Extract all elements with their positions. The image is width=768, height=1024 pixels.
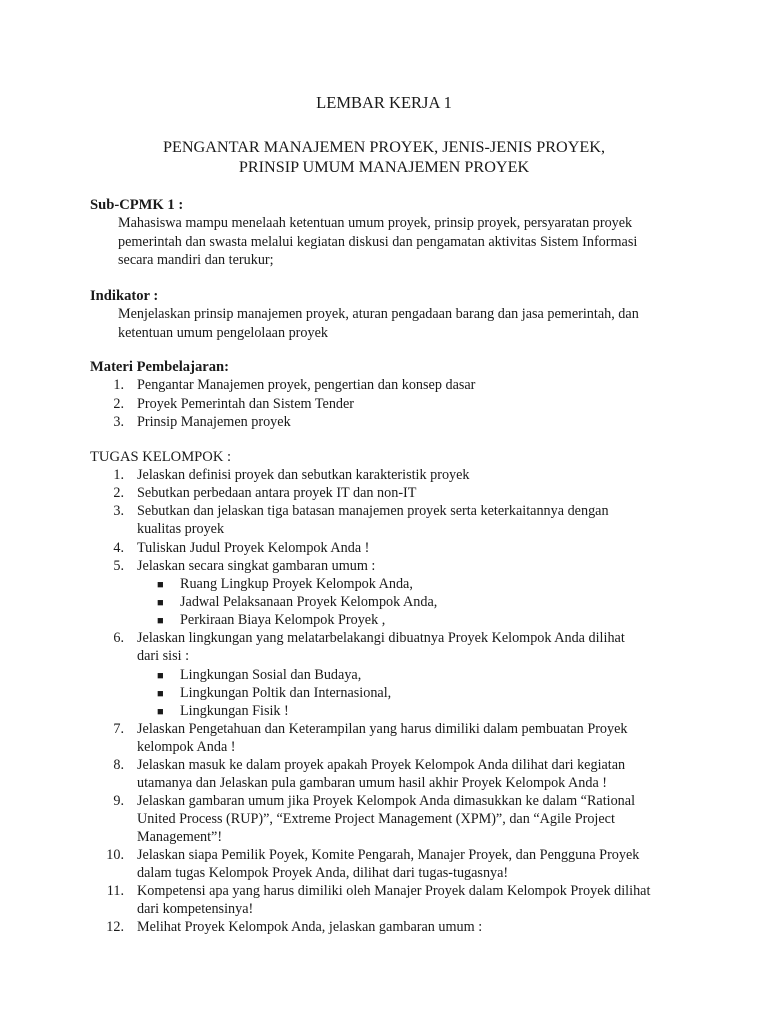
- materi-heading: Materi Pembelajaran:: [90, 359, 229, 375]
- sub-cpmk-text-line: secara mandiri dan terukur;: [118, 252, 274, 268]
- list-number: 3.: [113, 414, 124, 430]
- list-number: 4.: [113, 540, 124, 556]
- page-subtitle-line-2: PRINSIP UMUM MANAJEMEN PROYEK: [238, 158, 530, 176]
- indikator-heading: Indikator :: [90, 288, 159, 304]
- sub-bullet-item: Ruang Lingkup Proyek Kelompok Anda,: [180, 576, 413, 592]
- indikator-text-line: ketentuan umum pengelolaan proyek: [118, 325, 328, 341]
- tugas-item-line: utamanya dan Jelaskan pula gambaran umum hasil akhir Proyek Kelompok Anda !: [137, 775, 608, 791]
- sub-bullet-item: Perkiraan Biaya Kelompok Proyek ,: [180, 612, 386, 628]
- page-subtitle-line-1: PENGANTAR MANAJEMEN PROYEK, JENIS-JENIS PROYEK,: [162, 138, 606, 156]
- tugas-item-line: dari kompetensinya!: [137, 901, 254, 917]
- indikator-text-line: Menjelaskan prinsip manajemen proyek, aturan pengadaan barang dan jasa pemerintah, dan: [118, 306, 639, 322]
- list-number: 2.: [113, 485, 124, 501]
- tugas-item-line: Jelaskan siapa Pemilik Poyek, Komite Pengarah, Manajer Proyek, dan Pengguna Proyek: [137, 847, 640, 863]
- list-number: 3.: [113, 503, 124, 519]
- square-bullet-icon: ■: [157, 706, 164, 718]
- tugas-item-line: Jelaskan lingkungan yang melatarbelakangi dibuatnya Proyek Kelompok Anda dilihat: [137, 630, 625, 646]
- tugas-heading: TUGAS KELOMPOK :: [90, 449, 232, 465]
- square-bullet-icon: ■: [157, 579, 164, 591]
- sub-bullet-item: Lingkungan Poltik dan Internasional,: [180, 685, 392, 701]
- sub-bullet-item: Lingkungan Fisik !: [180, 703, 289, 719]
- tugas-item-line: Sebutkan perbedaan antara proyek IT dan non-IT: [137, 485, 417, 501]
- tugas-item-line: Jelaskan Pengetahuan dan Keterampilan yang harus dimiliki dalam pembuatan Proyek: [137, 721, 628, 737]
- list-number: 1.: [113, 467, 124, 483]
- square-bullet-icon: ■: [157, 688, 164, 700]
- square-bullet-icon: ■: [157, 597, 164, 609]
- list-number: 10.: [106, 847, 124, 863]
- tugas-item-line: Jelaskan secara singkat gambaran umum :: [137, 558, 376, 574]
- tugas-item-line: dari sisi :: [137, 648, 190, 664]
- tugas-item-line: Kompetensi apa yang harus dimiliki oleh Manajer Proyek dalam Kelompok Proyek dilihat: [137, 883, 651, 899]
- sub-cpmk-text-line: Mahasiswa mampu menelaah ketentuan umum proyek, prinsip proyek, persyaratan proyek: [118, 215, 633, 231]
- list-number: 11.: [106, 883, 124, 899]
- tugas-item-line: kualitas proyek: [137, 521, 225, 537]
- tugas-item-line: Tuliskan Judul Proyek Kelompok Anda !: [137, 540, 370, 556]
- tugas-item-line: dalam tugas Kelompok Proyek Anda, dilihat dari tugas-tugasnya!: [137, 865, 509, 881]
- tugas-item-line: Jelaskan gambaran umum jika Proyek Kelompok Anda dimasukkan ke dalam “Rational: [137, 793, 636, 809]
- page-title: LEMBAR KERJA 1: [316, 93, 452, 112]
- materi-item: Prinsip Manajemen proyek: [137, 414, 291, 430]
- tugas-item-line: Sebutkan dan jelaskan tiga batasan manajemen proyek serta keterkaitannya dengan: [137, 503, 609, 519]
- tugas-item-line: United Process (RUP)”, “Extreme Project Management (XPM)”, dan “Agile Project: [137, 811, 615, 827]
- list-number: 1.: [113, 377, 124, 393]
- sub-cpmk-heading: Sub-CPMK 1 :: [90, 197, 184, 213]
- tugas-item-line: Jelaskan masuk ke dalam proyek apakah Proyek Kelompok Anda dilihat dari kegiatan: [137, 757, 626, 773]
- tugas-item-line: Jelaskan definisi proyek dan sebutkan karakteristik proyek: [137, 467, 470, 483]
- square-bullet-icon: ■: [157, 670, 164, 682]
- list-number: 2.: [113, 396, 124, 412]
- materi-item: Pengantar Manajemen proyek, pengertian dan konsep dasar: [137, 377, 476, 393]
- list-number: 7.: [113, 721, 124, 737]
- tugas-item-line: Management”!: [137, 829, 223, 845]
- list-number: 6.: [113, 630, 124, 646]
- list-number: 9.: [113, 793, 124, 809]
- square-bullet-icon: ■: [157, 615, 164, 627]
- sub-bullet-item: Jadwal Pelaksanaan Proyek Kelompok Anda,: [180, 594, 438, 610]
- tugas-item-line: kelompok Anda !: [137, 739, 236, 755]
- tugas-item-line: Melihat Proyek Kelompok Anda, jelaskan gambaran umum :: [137, 919, 483, 935]
- sub-cpmk-text-line: pemerintah dan swasta melalui kegiatan diskusi dan pengamatan aktivitas Sistem Informasi: [118, 234, 638, 250]
- sub-bullet-item: Lingkungan Sosial dan Budaya,: [180, 667, 362, 683]
- materi-item: Proyek Pemerintah dan Sistem Tender: [137, 396, 355, 412]
- list-number: 8.: [113, 757, 124, 773]
- list-number: 5.: [113, 558, 124, 574]
- list-number: 12.: [106, 919, 124, 935]
